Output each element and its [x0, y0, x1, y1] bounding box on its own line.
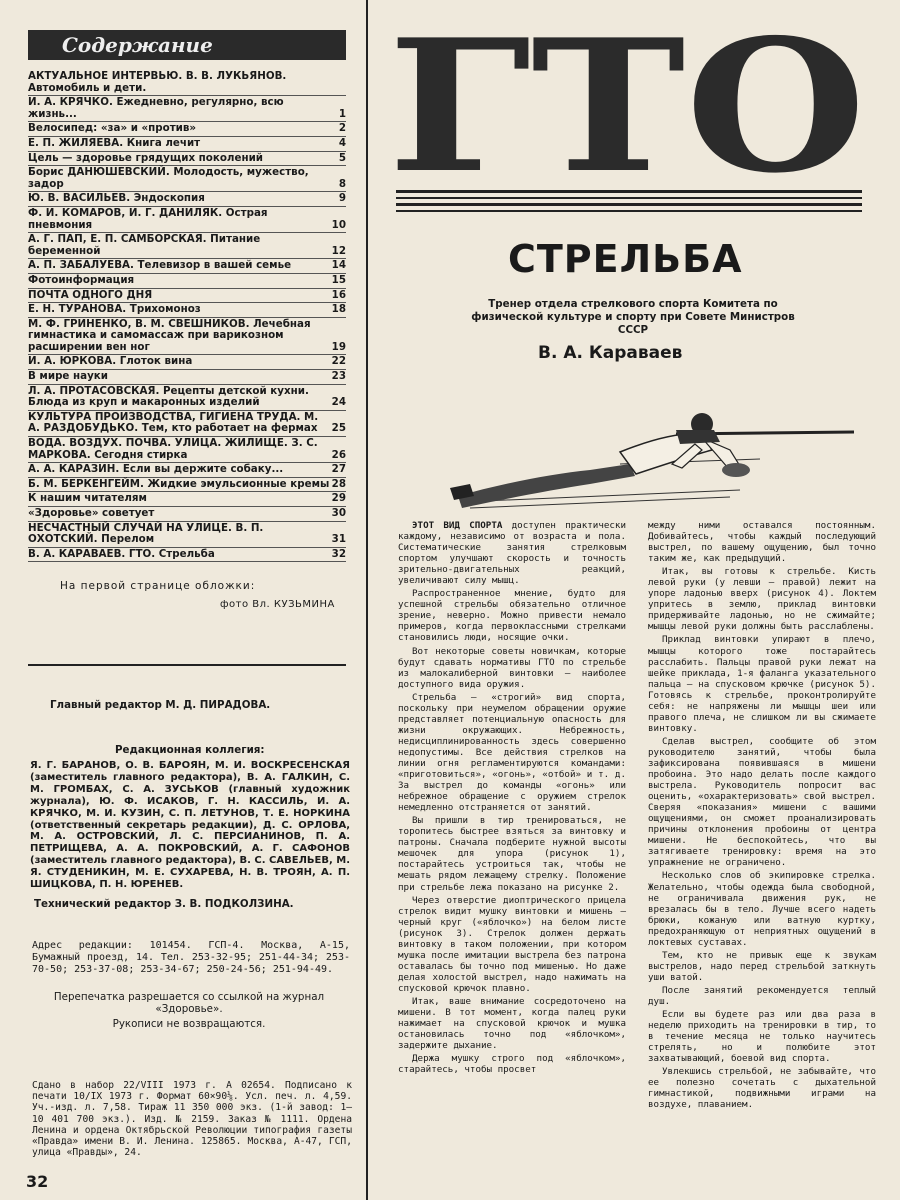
paragraph-text: доступен практически каждому, независимо от возраста и пола. Систематические занятия стрелковым спортом улучшают скорость и точность зрительно-двигательных реакций, увеличивают силу мышц.: [398, 520, 626, 587]
toc-entry-title: К нашим читателям: [28, 492, 147, 505]
toc-entry: [28, 492, 346, 507]
article-column-2: [648, 520, 876, 1112]
toc-entry: [28, 463, 346, 478]
toc-entry-title: АКТУАЛЬНОЕ ИНТЕРВЬЮ. В. В. ЛУКЬЯНОВ. Автомобиль и дети.: [28, 70, 287, 94]
toc-entry-page: 4: [338, 136, 346, 149]
toc-entry-page: 28: [331, 477, 346, 490]
table-of-contents: [28, 70, 346, 562]
toc-entry-page: 23: [331, 370, 346, 383]
toc-entry-title: А. А. КАРАЗИН. Если вы держите собаку...: [28, 463, 284, 476]
toc-entry-title: В мире науки: [28, 370, 108, 383]
paragraph-text: Вы пришли в тир тренироваться, не торопитесь быстрее взяться за винтовку и патроны. Сначала подберите нужной высоты мешочек для упора (рисунок 1), постарайтесь устроиться так, чтобы не мешать рядом лежащему стрелку. Положение при стрельбе лежа показано на рисунке 2.: [398, 815, 626, 893]
toc-entry-page: 18: [331, 303, 346, 316]
article-paragraph: [398, 996, 626, 1051]
article-paragraph: Увлекшись стрельбой, не забывайте, что ее полезно сочетать с дыхательной гимнастикой, подвижными играми на воздухе, плаванием.: [648, 1066, 876, 1111]
toc-entry-title: В. А. КАРАВАЕВ. ГТО. Стрельба: [28, 547, 215, 560]
article-paragraph: После занятий рекомендуется теплый душ.: [648, 984, 876, 1007]
toc-entry: [28, 437, 346, 463]
toc-entry-page: 5: [338, 151, 346, 164]
toc-entry-page: 31: [331, 533, 346, 546]
toc-entry-title: Б. М. БЕРКЕНГЕЙМ. Жидкие эмульсионные кремы: [28, 477, 330, 490]
article-paragraph: между ними оставался постоянным. Добивайтесь, чтобы каждый последующий выстрел, по вашему ощущению, был точно таким же, как предыдущий.: [648, 520, 876, 565]
column-divider: [366, 0, 368, 1200]
toc-entry-page: 14: [331, 259, 346, 272]
article-paragraph: [398, 692, 626, 814]
article-paragraph: [398, 815, 626, 892]
toc-entry-title: Велосипед: «за» и «против»: [28, 122, 197, 135]
toc-entry-title: И. А. ЮРКОВА. Глоток вина: [28, 355, 193, 368]
toc-heading: Содержание: [28, 30, 346, 60]
paragraph-lead: ЭТОТ ВИД СПОРТА: [412, 520, 503, 531]
toc-entry-page: 12: [331, 244, 346, 257]
toc-entry: [28, 318, 346, 356]
article-paragraph: Сделав выстрел, сообщите об этом руководителю занятий, чтобы была зафиксирована появившаяся в мишени пробоина. Это надо делать после каждого выстрела. Руководитель попросит вас оценить, «охарактеризовать» свой выстрел. Сверяя «показания» мишени с вашими ощущениями, он сможет проанализировать причины отклонения пробоины от центра мишени. Не беспокойтесь, что вы затягиваете тренировку: время на это упражнение не ограничено.: [648, 735, 876, 869]
prone-shooter-illustration: [440, 404, 860, 516]
toc-entry-title: Ю. В. ВАСИЛЬЕВ. Эндоскопия: [28, 192, 205, 205]
article-paragraph: [398, 588, 626, 643]
toc-entry-page: 30: [331, 507, 346, 519]
paragraph-text: Итак, ваше внимание сосредоточено на мишени. В тот момент, когда палец руки нажимает на спусковой крючок и мушка остановилась точно под «яблочком», задержите дыхание.: [398, 995, 626, 1052]
print-info: Сдано в набор 22/VIII 1973 г. А 02654. Подписано к печати 10/IX 1973 г. Формат 60×90⅛. Усл. печ. л. 4,59. Уч.-изд. л. 7,58. Тираж 11 350 000 экз. (1-й завод: 1—10 401 700 экз.). Изд. № 2159. Заказ № 1111. Ордена Ленина и ордена Октябрьской Революции типография газеты «Правда» имени В. И. Ленина. 125865. Москва, А-47, ГСП, улица «Правды», 24.: [32, 1080, 352, 1159]
toc-entry-page: 9: [338, 192, 346, 205]
toc-entry-title: И. А. КРЯЧКО. Ежедневно, регулярно, всю жизнь...: [28, 96, 284, 120]
toc-entry-page: 19: [331, 340, 346, 353]
toc-entry-title: Е. Н. ТУРАНОВА. Трихомоноз: [28, 303, 201, 316]
toc-entry-title: «Здоровье» советует: [28, 507, 155, 519]
toc-entry: [28, 152, 346, 167]
toc-entry: [28, 303, 346, 318]
toc-entry-title: А. Г. ПАП, Е. П. САМБОРСКАЯ. Питание беременной: [28, 233, 261, 257]
toc-entry-title: НЕСЧАСТНЫЙ СЛУЧАЙ НА УЛИЦЕ. В. П. ОХОТСКИЙ. Перелом: [28, 521, 264, 546]
shooter-legs: [458, 464, 635, 508]
toc-entry: [28, 122, 346, 137]
paragraph-text: Стрельба — «строгий» вид спорта, поскольку при неумелом обращении оружие представляет потенциальную опасность для жизни окружающих. Небрежность, недисциплинированность здесь совершенно недопустимы. Все действия стрелков на линии огня регламентируются командами: «приготовиться», «огонь», «отбой» и т. д. За выстрел до команды «огонь» или небрежное обращение с оружием стрелок немедленно отстраняется от занятий.: [398, 691, 626, 814]
gto-title-logo: [382, 20, 872, 180]
support-bag: [722, 463, 750, 477]
paragraph-text: Распространенное мнение, будто для успешной стрельбы обязательно отличное зрение, неверно. Можно привести немало примеров, когда первоклассными стрелками становились люди, носящие очки.: [398, 588, 626, 644]
paragraph-text: Вот некоторые советы новичкам, которые будут сдавать нормативы ГТО по стрельбе из малокалиберной винтовки — наиболее доступного вида оружия.: [398, 645, 626, 690]
toc-entry-page: 25: [331, 422, 346, 435]
article-column-1: [398, 520, 626, 1077]
rifle-stock: [676, 430, 720, 444]
toc-entry-title: М. Ф. ГРИНЕНКО, В. М. СВЕШНИКОВ. Лечебная гимнастика и самомассаж при варикозном расширении вен ног: [28, 317, 311, 353]
toc-entry-title: ВОДА. ВОЗДУХ. ПОЧВА. УЛИЦА. ЖИЛИЩЕ. З. С. МАРКОВА. Сегодня стирка: [28, 437, 318, 461]
toc-entry-title: Ф. И. КОМАРОВ, И. Г. ДАНИЛЯК. Острая пневмония: [28, 206, 268, 231]
toc-entry: [28, 478, 346, 493]
toc-entry: [28, 274, 346, 289]
toc-entry: [28, 370, 346, 385]
toc-entry-title: Е. П. ЖИЛЯЕВА. Книга лечит: [28, 136, 201, 149]
article-paragraph: [398, 646, 626, 690]
ground-hatching: [460, 459, 760, 508]
author-name: В. А. Караваев: [538, 343, 683, 363]
toc-entry: [28, 259, 346, 274]
article-title: СТРЕЛЬБА: [508, 237, 743, 281]
cover-note: На первой странице обложки:: [60, 580, 256, 592]
editorial-address: Адрес редакции: 101454. ГСП-4. Москва, А-15, Бумажный проезд, 14. Тел. 253-32-95; 251-44-34; 253-70-50; 253-37-08; 253-34-67; 250-24-56; 251-94-49.: [32, 940, 350, 975]
toc-entry: [28, 355, 346, 370]
toc-entry-title: Борис ДАНЮШЕВСКИЙ. Молодость, мужество, задор: [28, 166, 309, 190]
toc-entry-page: 8: [338, 177, 346, 190]
title-stripes: [396, 190, 862, 216]
toc-entry: [28, 289, 346, 304]
article-paragraph: [398, 895, 626, 994]
toc-entry-title: ПОЧТА ОДНОГО ДНЯ: [28, 288, 153, 301]
toc-entry-title: А. П. ЗАБАЛУЕВА. Телевизор в вашей семье: [28, 259, 292, 272]
toc-entry-page: 10: [331, 218, 346, 231]
toc-entry: [28, 507, 346, 522]
toc-entry-title: Л. А. ПРОТАСОВСКАЯ. Рецепты детской кухни. Блюда из круп и макаронных изделий: [28, 384, 309, 409]
toc-entry-page: 24: [331, 396, 346, 409]
toc-entry: [28, 522, 346, 548]
article-paragraph: [398, 520, 626, 586]
author-role: Тренер отдела стрелкового спорта Комитета по физической культуре и спорту при Совете Министров СССР: [471, 298, 795, 336]
toc-entry: [28, 70, 346, 96]
toc-entry-page: 16: [331, 288, 346, 301]
editorial-board: Я. Г. БАРАНОВ, О. В. БАРОЯН, М. И. ВОСКРЕСЕНСКАЯ (заместитель главного редактора), В. А. ГАЛКИН, С. М. ГРОМБАХ, С. А. ЗУСЬКОВ (главный художник журнала), Ю. Ф. ИСАКОВ, Г. Н. КАССИЛЬ, И. А. КРЯЧКО, М. И. КУЗИН, С. П. ЛЕТУНОВ, Т. Е. НОРКИНА (ответственный секретарь редакции), Д. С. ОРЛОВА, М. А. ОСТРОВСКИЙ, Л. С. ПЕРСИАНИНОВ, П. А. ПЕТРИЩЕВА, А. А. ПОКРОВСКИЙ, А. Г. САФОНОВ (заместитель главного редактора), В. С. САВЕЛЬЕВ, М. Я. СТУДЕНИКИН, М. Е. СУХАРЕВА, Н. В. ТРОЯН, А. П. ШИЦКОВА, П. Н. ЮРЕНЕВ.: [30, 760, 350, 891]
article-paragraph: Тем, кто не привык еще к звукам выстрелов, надо перед стрельбой заткнуть уши ватой.: [648, 949, 876, 983]
article-paragraph: Несколько слов об экипировке стрелка. Желательно, чтобы одежда была свободной, не ограничивала движения рук, не врезалась бы в тело. Лучше всего надеть брюки, кожаную или ватную куртку, предохраняющую от неприятных ощущений в локтевых суставах.: [648, 870, 876, 948]
toc-entry-page: 2: [338, 122, 346, 135]
article-paragraph: Итак, вы готовы к стрельбе. Кисть левой руки (у левши — правой) лежит на упоре ладонью вверх (рисунок 4). Локтем упритесь в землю, приклад винтовки придерживайте ладонью, но не сжимайте; мышцы левой руки должны быть расслаблены.: [648, 566, 876, 633]
toc-entry-title: Цель — здоровье грядущих поколений: [28, 151, 264, 164]
toc-entry-page: 27: [331, 463, 346, 476]
toc-entry-page: 1: [338, 107, 346, 120]
toc-entry-page: 32: [331, 547, 346, 560]
reprint-note: Перепечатка разрешается со ссылкой на журнал «Здоровье».: [53, 991, 325, 1015]
article-paragraph: Приклад винтовки упирают в плечо, мышцы которого тоже постарайтесь расслабить. Пальцы правой руки лежат на шейке приклада, 1-я фаланга указательного пальца — на спусковом крючке (рисунок 5). Готовясь к стрельбе, проконтролируйте себя: не напряжены ли мышцы шеи или правого плеча, не слишком ли вы сжимаете винтовку.: [648, 634, 876, 734]
toc-entry-title: КУЛЬТУРА ПРОИЗВОДСТВА, ГИГИЕНА ТРУДА. М. А. РАЗДОБУДЬКО. Тем, кто работает на фермах: [28, 410, 319, 435]
article-paragraph: [398, 1053, 626, 1075]
toc-entry-page: 29: [331, 492, 346, 505]
board-title: Редакционная коллегия:: [115, 744, 265, 756]
page-number: 32: [26, 1172, 49, 1191]
article-paragraph: Если вы будете раз или два раза в неделю приходить на тренировки в тир, то в течение месяца не только научитесь стрелять, но и полюбите этот захватывающий, боевой вид спорта.: [648, 1009, 876, 1065]
toc-entry-page: 15: [331, 273, 346, 286]
toc-entry: [28, 548, 346, 563]
photo-credit: фото Вл. КУЗЬМИНА: [220, 599, 335, 610]
gto-title-text: ГТО: [388, 20, 866, 180]
toc-entry: [28, 137, 346, 152]
technical-editor: Технический редактор З. В. ПОДКОЛЗИНА.: [34, 898, 294, 910]
toc-entry: [28, 411, 346, 437]
toc-entry: [28, 207, 346, 233]
toc-entry-page: 22: [331, 355, 346, 368]
toc-entry: [28, 96, 346, 122]
manuscripts-note: Рукописи не возвращаются.: [112, 1018, 266, 1030]
divider: [28, 664, 346, 666]
paragraph-text: Через отверстие диоптрического прицела стрелок видит мушку винтовки и мишень — черный круг («яблочко») на белом листе (рисунок 3). Стрелок должен держать винтовку в таком положении, при котором мушка после имитации выстрела без патрона оставалась бы точно под мишенью. Но даже делая холостой выстрел, надо нажимать на спусковой крючок плавно.: [398, 894, 626, 994]
toc-entry: [28, 385, 346, 411]
toc-entry: [28, 166, 346, 192]
toc-entry-title: Фотоинформация: [28, 273, 135, 286]
toc-entry-page: 26: [331, 448, 346, 461]
toc-entry: [28, 233, 346, 259]
chief-editor: Главный редактор М. Д. ПИРАДОВА.: [50, 699, 271, 711]
paragraph-text: Держа мушку строго под «яблочком», старайтесь, чтобы просвет: [398, 1053, 626, 1076]
toc-entry: [28, 192, 346, 207]
